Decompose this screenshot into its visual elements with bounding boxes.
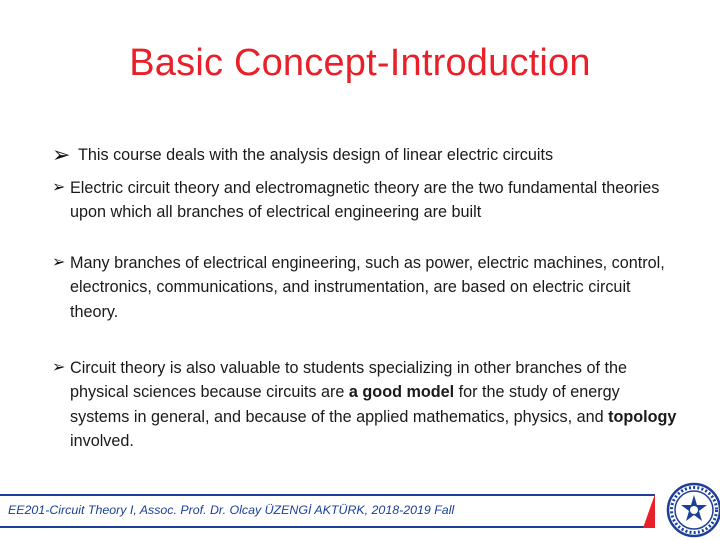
bullet-item — [52, 176, 692, 225]
arrow-bullet-icon: ➢ — [52, 142, 71, 167]
bullet-text-segment: involved. — [70, 431, 134, 450]
bold-phrase-topology: topology — [608, 407, 677, 426]
arrow-bullet-icon: ➢ — [52, 179, 66, 196]
bullet-text-segment: Circuit theory is also valuable to students specializing in other branches of the physical sciences because circuits are — [70, 359, 627, 402]
bold-phrase-good-model: a good model — [348, 383, 455, 402]
university-seal-icon — [666, 482, 720, 538]
bullet-text — [70, 356, 682, 453]
bullet-text-segment: for the study of energy systems in general, and because of the applied mathematics, physics, and — [70, 383, 620, 426]
footer-bar — [0, 494, 655, 530]
bullet-item — [52, 141, 672, 169]
bullet-item — [52, 356, 692, 453]
bullet-text: Many branches of electrical engineering, such as power, electric machines, control, electronics, communications, and instrumentation, are based on electric circuit theory. — [70, 254, 665, 321]
bullet-text: This course deals with the analysis design of linear electric circuits — [78, 146, 554, 164]
footer-accent-mark — [643, 494, 655, 528]
footer-text: EE201-Circuit Theory I, Assoc. Prof. Dr. Olcay ÜZENGİ AKTÜRK, 2018-2019 Fall — [8, 503, 455, 517]
arrow-bullet-icon: ➢ — [52, 359, 66, 376]
bullet-item — [52, 251, 692, 324]
bullet-text: Electric circuit theory and electromagnetic theory are the two fundamental theories upon which all branches of electrical engineering are built — [70, 179, 660, 222]
slide-title: Basic Concept-Introduction — [129, 42, 591, 84]
arrow-bullet-icon: ➢ — [52, 254, 66, 271]
